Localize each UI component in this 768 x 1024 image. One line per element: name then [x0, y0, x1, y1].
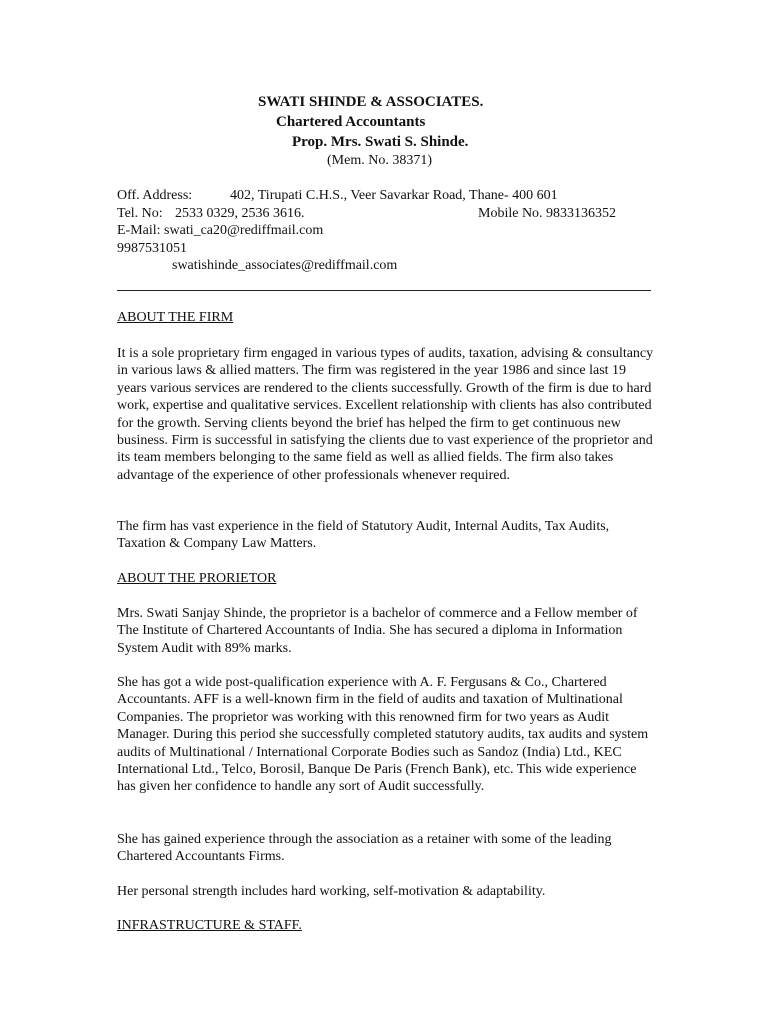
tel-numbers: 2533 0329, 2536 3616. — [175, 206, 305, 221]
about-proprietor-paragraph-1: Mrs. Swati Sanjay Shinde, the proprietor is a bachelor of commerce and a Fellow member of The Institute of Chartered Accountants of India. She has secured a diploma in Information System Audit with 89% marks. — [117, 606, 638, 656]
about-proprietor-paragraph-4: Her personal strength includes hard working, self-motivation & adaptability. — [117, 884, 546, 899]
about-proprietor-paragraph-3: She has gained experience through the association as a retainer with some of the leading Chartered Accountants Firms. — [117, 832, 612, 865]
office-address: 402, Tirupati C.H.S., Veer Savarkar Road, Thane- 400 601 — [230, 188, 558, 203]
email-line: E-Mail: swati_ca20@rediffmail.com — [117, 223, 324, 238]
header-divider — [117, 290, 651, 291]
alternate-email: swatishinde_associates@rediffmail.com — [172, 258, 398, 273]
membership-number: (Mem. No. 38371) — [327, 153, 432, 168]
firm-name: SWATI SHINDE & ASSOCIATES. — [258, 94, 484, 110]
firm-profession: Chartered Accountants — [276, 114, 426, 130]
tel-label: Tel. No: — [117, 206, 163, 221]
about-firm-paragraph-1: It is a sole proprietary firm engaged in various types of audits, taxation, advising & consultancy in various laws & allied matters. The firm was registered in the year 1986 and since last 19 years various services are rendered to the clients successfully. Growth of the firm is due to hard work, expertise and qualitative services. Excellent relationship with clients has also contributed for the growth. Serving clients beyond the brief has helped the firm to get continuous new business. Firm is successful in satisfying the clients due to vast experience of the proprietor and its team members belonging to the same field as well as allied fields. The firm also takes advantage of the experience of other professionals whenever required. — [117, 346, 654, 483]
infrastructure-heading: INFRASTRUCTURE & STAFF. — [117, 918, 302, 933]
office-address-label: Off. Address: — [117, 188, 193, 203]
about-firm-paragraph-2: The firm has vast experience in the field of Statutory Audit, Internal Audits, Tax Audits, Taxation & Company Law Matters. — [117, 519, 610, 552]
about-proprietor-heading: ABOUT THE PRORIETOR — [117, 571, 277, 586]
about-proprietor-paragraph-2: She has got a wide post-qualification experience with A. F. Fergusans & Co., Chartered Accountants. AFF is a well-known firm in the field of audits and taxation of Multinational Companies. The proprietor was working with this renowned firm for two years as Audit Manager. During this period she successfully completed statutory audits, tax audits and system audits of Multinational / International Corporate Bodies such as Sandoz (India) Ltd., KEC International Ltd., Telco, Borosil, Banque De Paris (French Bank), etc. This wide experience has given her confidence to handle any sort of Audit successfully. — [117, 675, 649, 795]
about-firm-heading: ABOUT THE FIRM — [117, 310, 234, 325]
extra-phone: 9987531051 — [117, 241, 187, 256]
mobile-number: Mobile No. 9833136352 — [478, 206, 617, 221]
proprietor-name: Prop. Mrs. Swati S. Shinde. — [292, 134, 469, 150]
